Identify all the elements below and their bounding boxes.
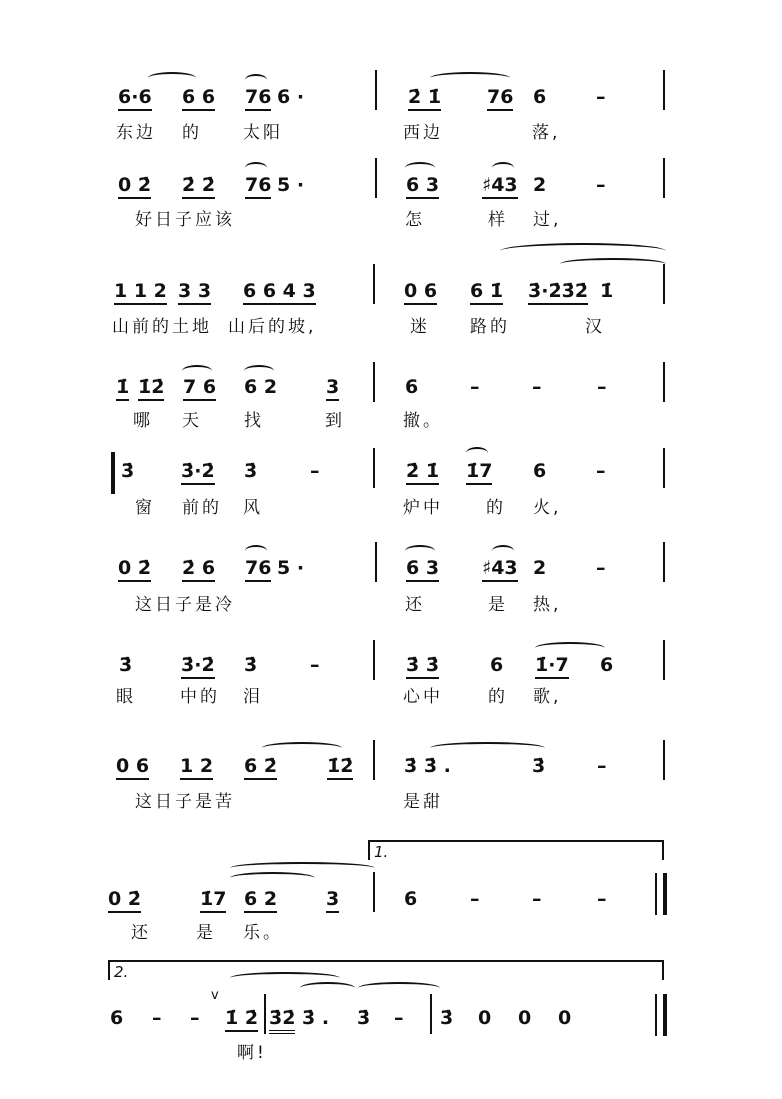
- final-barline: [655, 994, 667, 1036]
- barline: [663, 158, 665, 198]
- lyric: 哪: [133, 411, 153, 431]
- note-group: 3̇: [119, 654, 133, 676]
- note-group: 1̇: [600, 280, 614, 302]
- slur-mark: [405, 162, 435, 174]
- slur-mark: [405, 545, 435, 557]
- lyric: 的: [488, 687, 508, 707]
- note-group: 1̇7: [200, 888, 226, 913]
- lyric: 样: [488, 210, 508, 230]
- second-ending-label: 2.: [114, 963, 129, 981]
- lyric: 这日子是苦: [135, 792, 235, 812]
- lyric: 好日子应该: [135, 210, 235, 230]
- lyric: 火,: [533, 498, 562, 518]
- lyric: 天: [182, 411, 202, 431]
- slur-mark: [245, 74, 267, 86]
- note-group: –: [310, 460, 320, 482]
- note-group: 0: [518, 1007, 532, 1029]
- slur-mark: [148, 72, 196, 84]
- note-group: –: [596, 86, 606, 108]
- barline: [373, 640, 375, 680]
- note-group: ♯43: [482, 174, 518, 199]
- note-group: 0: [478, 1007, 492, 1029]
- note-group: –: [596, 174, 606, 196]
- barline: [663, 448, 665, 488]
- note-group: 1̇·7: [535, 654, 569, 679]
- note-group: 2̇ 6: [182, 557, 215, 582]
- note-group: 6 3: [406, 557, 439, 582]
- fermata-note: 3̇: [440, 1007, 454, 1029]
- repeat-start-sign: [111, 452, 121, 494]
- barline: [430, 994, 432, 1034]
- note-group: 6 1̇: [470, 280, 503, 305]
- note-group: 3̇: [244, 654, 258, 676]
- barline: [663, 264, 665, 304]
- breath-mark: v: [211, 988, 219, 1003]
- slur-mark: [500, 243, 666, 259]
- slur-mark: [358, 982, 440, 994]
- note-group: 6 6: [182, 86, 215, 111]
- note-group: 6·6: [118, 86, 152, 111]
- note-group: 0 2̇: [118, 174, 151, 199]
- slur-mark: [430, 72, 510, 84]
- note-group: –: [470, 376, 480, 398]
- note-group: 1̇2̇: [327, 755, 353, 780]
- note-group: 6 3: [406, 174, 439, 199]
- note-group: 6: [110, 1007, 124, 1029]
- note-group: –: [470, 888, 480, 910]
- barline: [375, 70, 377, 110]
- repeat-end-sign: [655, 873, 667, 915]
- note-group: 3̇: [244, 460, 258, 482]
- note-group: 0 6: [116, 755, 149, 780]
- note-group: –: [532, 376, 542, 398]
- lyric: 落,: [532, 123, 561, 143]
- lyric: 炉中: [403, 498, 443, 518]
- lyric: 找: [244, 411, 264, 431]
- lyric: 风: [243, 498, 263, 518]
- note-group: 3: [326, 376, 339, 401]
- note-group: 2: [533, 557, 547, 579]
- note-group: 3: [326, 888, 339, 913]
- lyric: 中的: [180, 687, 220, 707]
- note-group: 1̇2̇: [138, 376, 164, 401]
- note-group: 5 ·: [277, 557, 305, 579]
- lyric: 啊!: [237, 1043, 267, 1063]
- lyric: 还: [131, 923, 151, 943]
- slur-mark: [492, 162, 514, 174]
- note-group: 1̇: [116, 376, 129, 401]
- slur-mark: [492, 545, 514, 557]
- note-group: 3̇·2̇: [181, 654, 215, 679]
- lyric: 窗: [135, 498, 155, 518]
- note-group: 6: [533, 86, 547, 108]
- note-group: 6: [600, 654, 614, 676]
- second-ending-bracket: [108, 960, 664, 980]
- barline: [663, 640, 665, 680]
- barline: [264, 994, 266, 1034]
- lyric: 是甜: [403, 792, 443, 812]
- note-group: 3̇ 3̇ .: [404, 755, 451, 777]
- note-group: 2̇ 1̇: [406, 460, 439, 485]
- slur-mark: [230, 872, 315, 884]
- note-group: 6 ·: [277, 86, 305, 108]
- note-group: –: [190, 1007, 200, 1029]
- lyric: 还: [405, 595, 425, 615]
- lyric: 迷: [410, 317, 430, 337]
- note-group: –: [532, 888, 542, 910]
- note-group: 6: [404, 888, 418, 910]
- lyric: 汉: [585, 317, 605, 337]
- note-group: 3̇ 3̇: [406, 654, 439, 679]
- note-group: 0 2̇: [108, 888, 141, 913]
- note-group: 3̇: [121, 460, 135, 482]
- note-group: 0 6: [404, 280, 437, 305]
- lyric: 是: [488, 595, 508, 615]
- slur-mark: [262, 742, 342, 754]
- slur-mark: [560, 258, 666, 270]
- first-ending-label: 1.: [374, 843, 389, 861]
- note-group: 3̇ .: [302, 1007, 330, 1029]
- note-group: 3̇·2̇: [181, 460, 215, 485]
- lyric: 东边: [116, 123, 156, 143]
- lyric: 乐。: [243, 923, 283, 943]
- note-group: 6 6 4 3: [243, 280, 316, 305]
- note-group: 5 ·: [277, 174, 305, 196]
- note-group: 3̇·2̇3̇2̇: [528, 280, 588, 305]
- slur-mark: [300, 982, 355, 994]
- note-group: 7 6: [183, 376, 216, 401]
- note-group: 1̇ 2̇: [225, 1007, 258, 1032]
- note-group: 6 2: [244, 888, 277, 913]
- note-group: 1 1 2: [114, 280, 167, 305]
- note-group: –: [152, 1007, 162, 1029]
- lyric: 山前的土地: [112, 317, 212, 337]
- lyric: 泪: [243, 687, 263, 707]
- note-group: 6: [405, 376, 419, 398]
- slur-mark: [466, 447, 488, 459]
- lyric: 过,: [533, 210, 562, 230]
- lyric: 怎: [405, 210, 425, 230]
- barline: [663, 70, 665, 110]
- note-group: –: [394, 1007, 404, 1029]
- note-group: 0: [558, 1007, 572, 1029]
- note-group: 3̇2̇: [269, 1007, 295, 1034]
- lyric: 西边: [403, 123, 443, 143]
- lyric: 太阳: [243, 123, 283, 143]
- note-group: 6: [490, 654, 504, 676]
- barline: [373, 448, 375, 488]
- note-group: 2̇ 2̇: [182, 174, 215, 199]
- barline: [663, 740, 665, 780]
- note-group: 1̇7: [466, 460, 492, 485]
- lyric: 歌,: [533, 687, 562, 707]
- note-group: –: [597, 888, 607, 910]
- slur-mark: [535, 642, 605, 654]
- note-group: –: [310, 654, 320, 676]
- note-group: –: [597, 755, 607, 777]
- lyric: 眼: [116, 687, 136, 707]
- lyric: 前的: [182, 498, 222, 518]
- lyric: 撤。: [403, 411, 443, 431]
- barline: [663, 362, 665, 402]
- note-group: 6 2: [244, 376, 278, 398]
- note-group: 6 2̇: [244, 755, 277, 780]
- note-group: ♯43: [482, 557, 518, 582]
- note-group: 76: [245, 86, 271, 111]
- note-group: –: [596, 460, 606, 482]
- lyric: 这日子是冷: [135, 595, 235, 615]
- barline: [373, 264, 375, 304]
- lyric: 是: [196, 923, 216, 943]
- note-group: 0 2̇: [118, 557, 151, 582]
- lyric: 的: [182, 123, 202, 143]
- note-group: 76: [245, 174, 271, 199]
- barline: [663, 542, 665, 582]
- lyric: 心中: [403, 687, 443, 707]
- barline: [375, 542, 377, 582]
- barline: [373, 362, 375, 402]
- note-group: –: [597, 376, 607, 398]
- note-group: 6: [533, 460, 547, 482]
- note-group: 2: [533, 174, 547, 196]
- lyric: 的: [486, 498, 506, 518]
- lyric: 到: [325, 411, 345, 431]
- first-ending-bracket: [368, 840, 664, 860]
- slur-mark: [430, 742, 545, 754]
- note-group: 3̇: [357, 1007, 371, 1029]
- barline: [373, 872, 375, 912]
- note-group: 76: [487, 86, 513, 111]
- lyric: 热,: [533, 595, 562, 615]
- slur-mark: [245, 545, 267, 557]
- lyric: 山后的坡,: [228, 317, 317, 337]
- slur-mark: [245, 162, 267, 174]
- lyric: 路的: [470, 317, 510, 337]
- barline: [373, 740, 375, 780]
- note-group: 3 3: [178, 280, 211, 305]
- note-group: –: [596, 557, 606, 579]
- note-group: 3̇: [532, 755, 546, 777]
- note-group: 2̇ 1̇: [408, 86, 441, 111]
- note-group: 1 2: [180, 755, 213, 780]
- barline: [375, 158, 377, 198]
- note-group: 76: [245, 557, 271, 582]
